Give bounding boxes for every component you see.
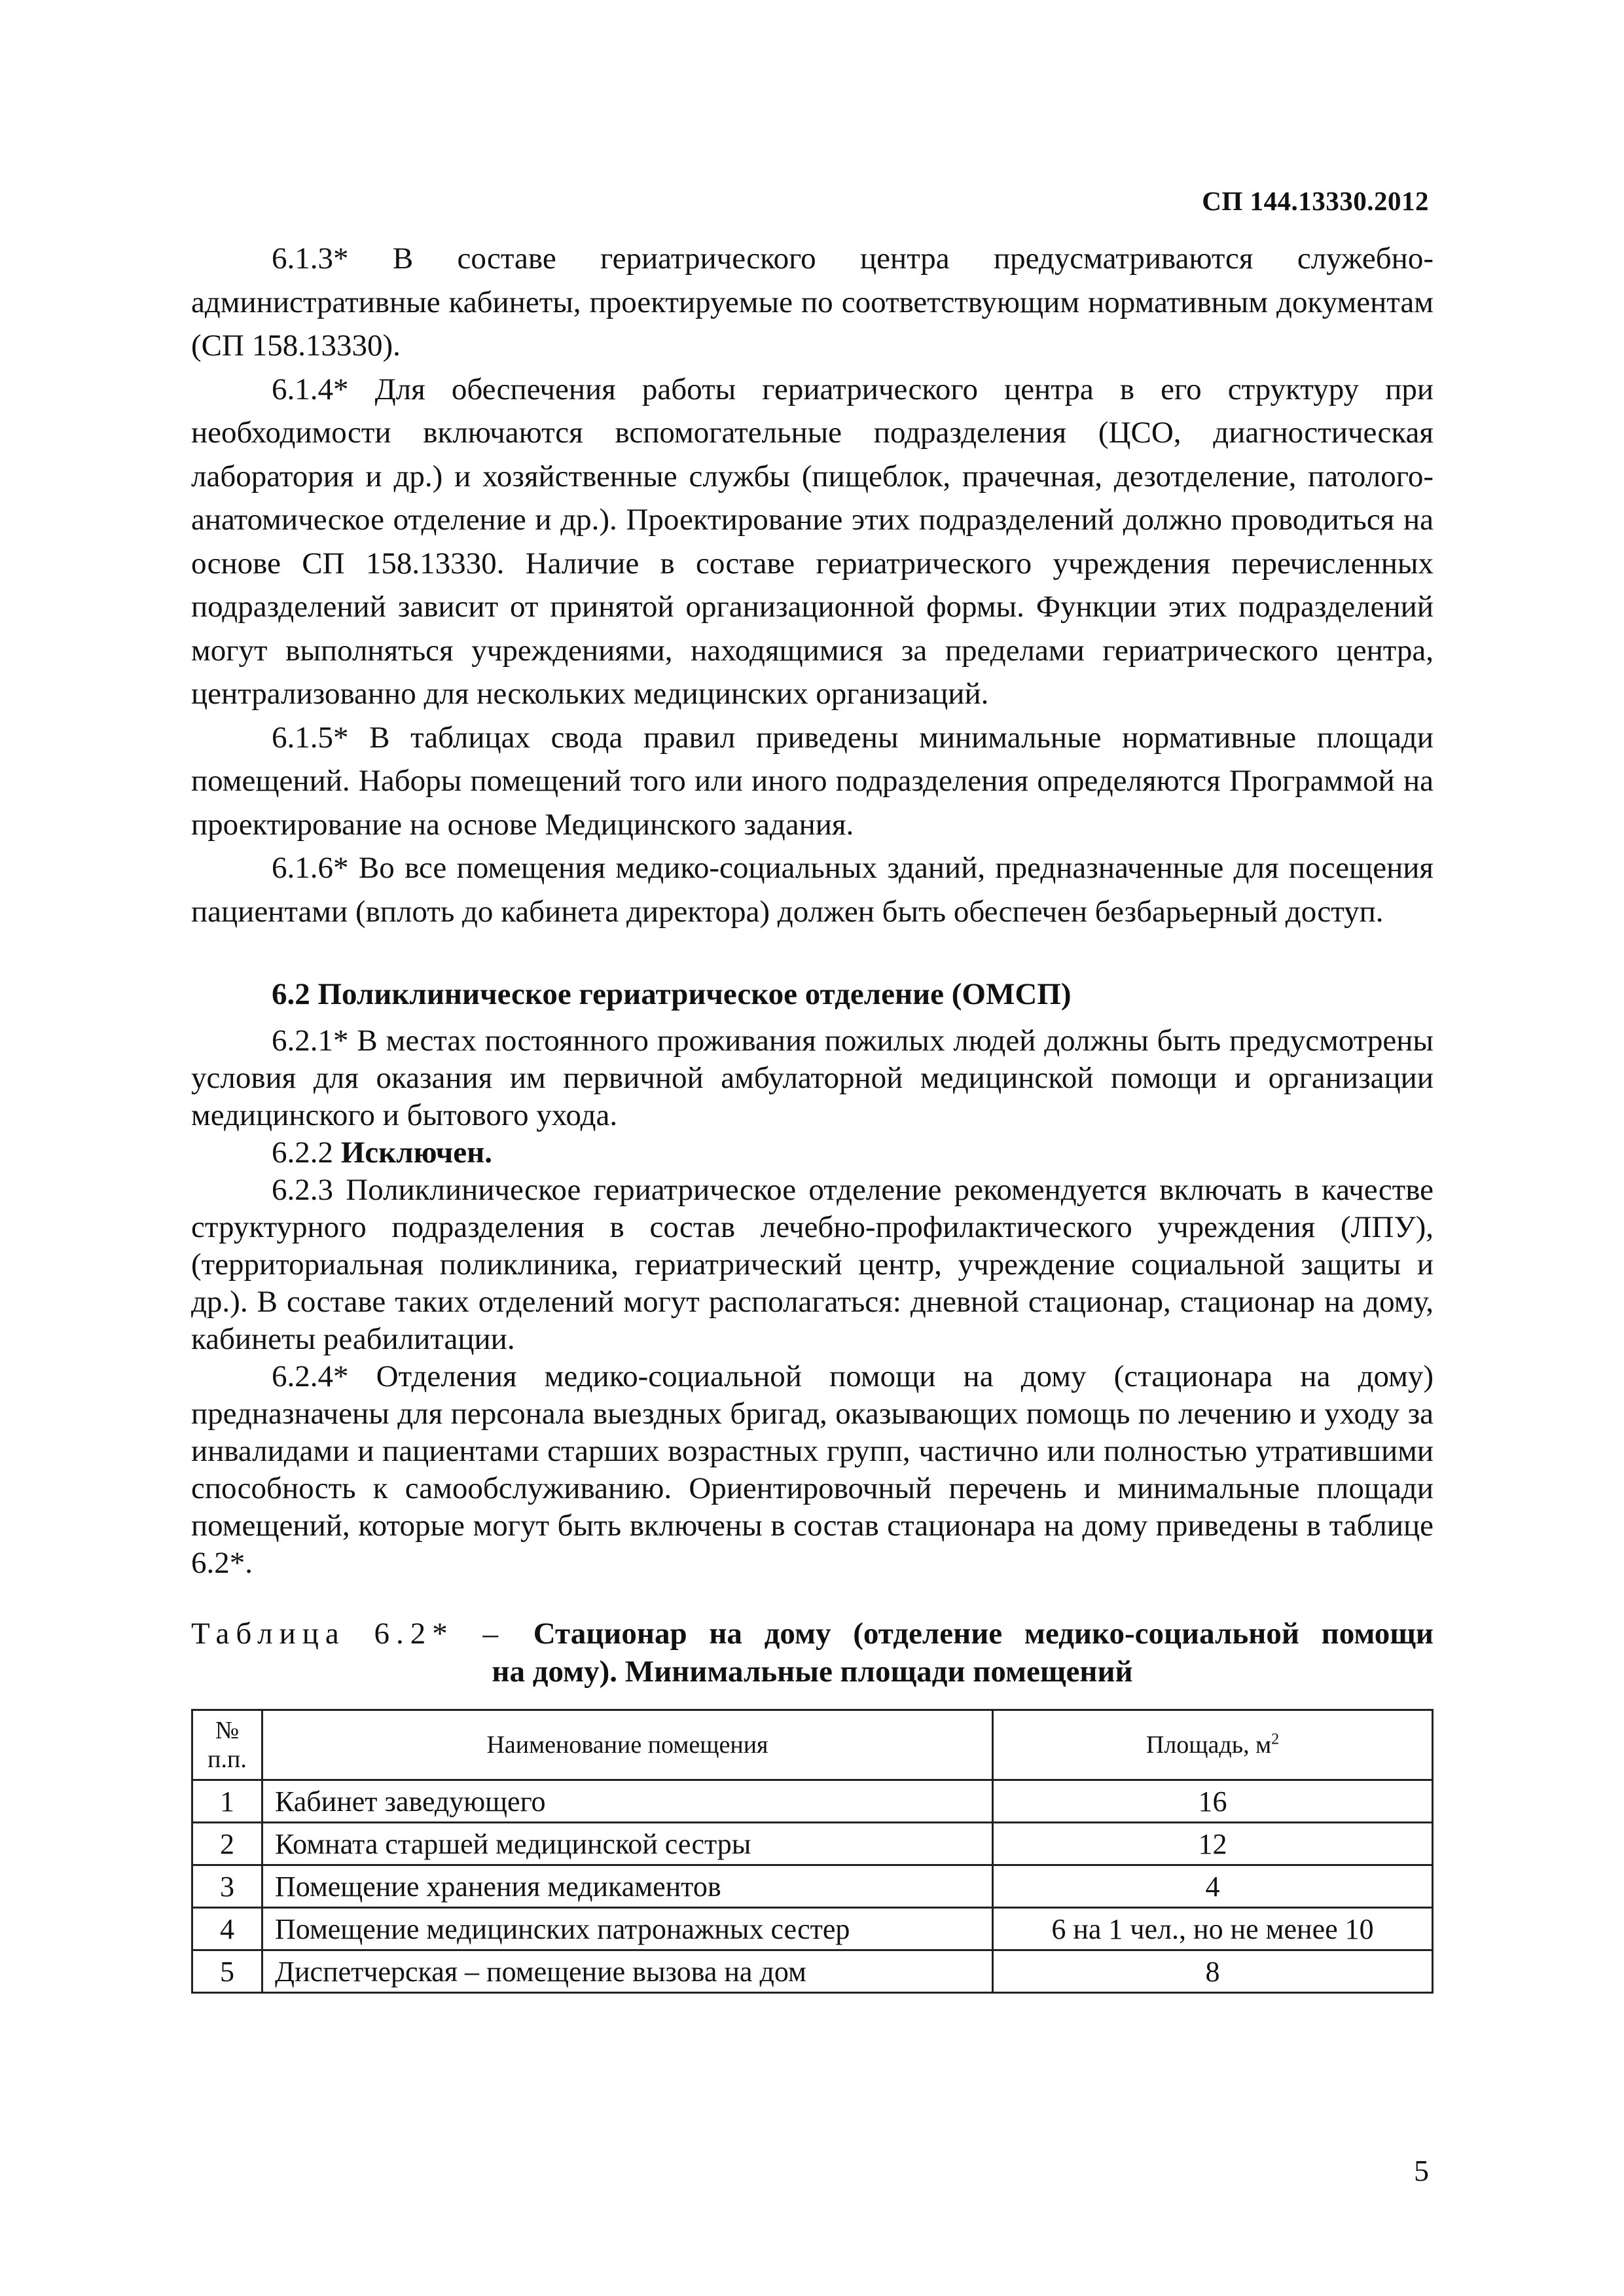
room-name: Кабинет заведующего bbox=[262, 1780, 993, 1823]
table-header-row bbox=[192, 1710, 1433, 1780]
header-number bbox=[192, 1710, 262, 1780]
header-area-label: Площадь, м bbox=[1146, 1731, 1272, 1759]
section-heading-6-2: 6.2 Поликлиническое гериатрическое отделение (ОМСП) bbox=[272, 977, 1072, 1011]
header-room-name: Наименование помещения bbox=[262, 1710, 993, 1780]
row-number: 1 bbox=[192, 1780, 262, 1823]
room-name: Помещение хранения медикаментов bbox=[262, 1865, 993, 1908]
table-row bbox=[192, 1823, 1433, 1865]
row-number: 2 bbox=[192, 1823, 262, 1865]
room-area: 4 bbox=[993, 1865, 1433, 1908]
clause-6-1-6: 6.1.6* Во все помещения медико-социальных зданий, предназначенные для посещения пациентами (вплоть до кабинета директора) должен быть обеспечен безбарьерный доступ. bbox=[191, 851, 1434, 929]
clause-6-2-2 bbox=[191, 1134, 1434, 1172]
room-area: 12 bbox=[993, 1823, 1433, 1865]
table-caption-title-part-1: Стационар на дому (отделение медико-социальной помощи bbox=[533, 1617, 1434, 1651]
room-area: 16 bbox=[993, 1780, 1433, 1823]
header-number-symbol: № bbox=[215, 1717, 240, 1744]
room-name: Диспетчерская – помещение вызова на дом bbox=[262, 1950, 993, 1993]
table-row bbox=[192, 1950, 1433, 1993]
room-name: Помещение медицинских патронажных сестер bbox=[262, 1908, 993, 1950]
document-code: СП 144.13330.2012 bbox=[1202, 186, 1429, 216]
clause-6-1-4: 6.1.4* Для обеспечения работы гериатрического центра в его структуру при необходимости включаются вспомогательные подразделения (ЦСО, диагностическая лаборатория и др.) и хозяйственные службы (пищеблок, прачечная, дезотделение, патолого-анатомическое отделение и др.). Проектирование этих подразделений должно проводиться на основе СП 158.13330. Наличие в составе гериатрического учреждения перечисленных подразделений зависит от принятой организационной формы. Функции этих подразделений могут выполняться учреждениями, находящимися за пределами гериатрического центра, централизованно для нескольких медицинских организаций. bbox=[191, 372, 1434, 711]
table-caption-label: Таблица 6.2* – bbox=[191, 1617, 533, 1651]
header-area-unit-exponent: 2 bbox=[1271, 1731, 1280, 1748]
table-row bbox=[192, 1865, 1433, 1908]
clause-6-2-2-number: 6.2.2 bbox=[272, 1136, 341, 1170]
header-area bbox=[993, 1710, 1433, 1780]
room-area: 8 bbox=[993, 1950, 1433, 1993]
room-area: 6 на 1 чел., но не менее 10 bbox=[993, 1908, 1433, 1950]
clause-6-2-4: 6.2.4* Отделения медико-социальной помощи на дому (стационара на дому) предназначены для персонала выездных бригад, оказывающих помощь по лечению и уходу за инвалидами и пациентами старших возрастных групп, частично или полностью утратившими способность к самообслуживанию. Ориентировочный перечень и минимальные площади помещений, которые могут быть включены в состав стационара на дому приведены в таблице 6.2*. bbox=[191, 1359, 1434, 1580]
clause-6-1-3: 6.1.3* В составе гериатрического центра предусматриваются служебно-административные кабинеты, проектируемые по соответствующим нормативным документам (СП 158.13330). bbox=[191, 242, 1434, 363]
table-caption-title-part-2: на дому). Минимальные площади помещений bbox=[492, 1655, 1133, 1689]
room-name: Комната старшей медицинской сестры bbox=[262, 1823, 993, 1865]
clauses-6-2 bbox=[191, 1022, 1434, 1582]
table-caption bbox=[191, 1615, 1434, 1691]
table-row bbox=[192, 1780, 1433, 1823]
clause-6-2-2-status: Исключен. bbox=[340, 1136, 492, 1170]
table-row bbox=[192, 1908, 1433, 1950]
row-number: 3 bbox=[192, 1865, 262, 1908]
header-number-abbrev: п.п. bbox=[208, 1746, 247, 1773]
clause-6-1-5: 6.1.5* В таблицах свода правил приведены минимальные нормативные площади помещений. Наборы помещений того или иного подразделения определяются Программой на проектирование на основе Медицинского задания. bbox=[191, 720, 1434, 842]
row-number: 4 bbox=[192, 1908, 262, 1950]
clause-6-2-3: 6.2.3 Поликлиническое гериатрическое отделение рекомендуется включать в качестве структурного подразделения в состав лечебно-профилактического учреждения (ЛПУ), (территориальная поликлиника, гериатрический центр, учреждение социальной защиты и др.). В составе таких отделений могут располагаться: дневной стационар, стационар на дому, кабинеты реабилитации. bbox=[191, 1173, 1434, 1356]
clauses-6-1 bbox=[191, 237, 1434, 933]
clause-6-2-1: 6.2.1* В местах постоянного проживания пожилых людей должны быть предусмотрены условия для оказания им первичной амбулаторной медицинской помощи и организации медицинского и бытового ухода. bbox=[191, 1024, 1434, 1132]
page-number: 5 bbox=[1414, 2154, 1429, 2187]
rooms-table bbox=[191, 1709, 1434, 1994]
page-content bbox=[191, 237, 1434, 1994]
table-caption-line-1 bbox=[191, 1615, 1434, 1653]
row-number: 5 bbox=[192, 1950, 262, 1993]
